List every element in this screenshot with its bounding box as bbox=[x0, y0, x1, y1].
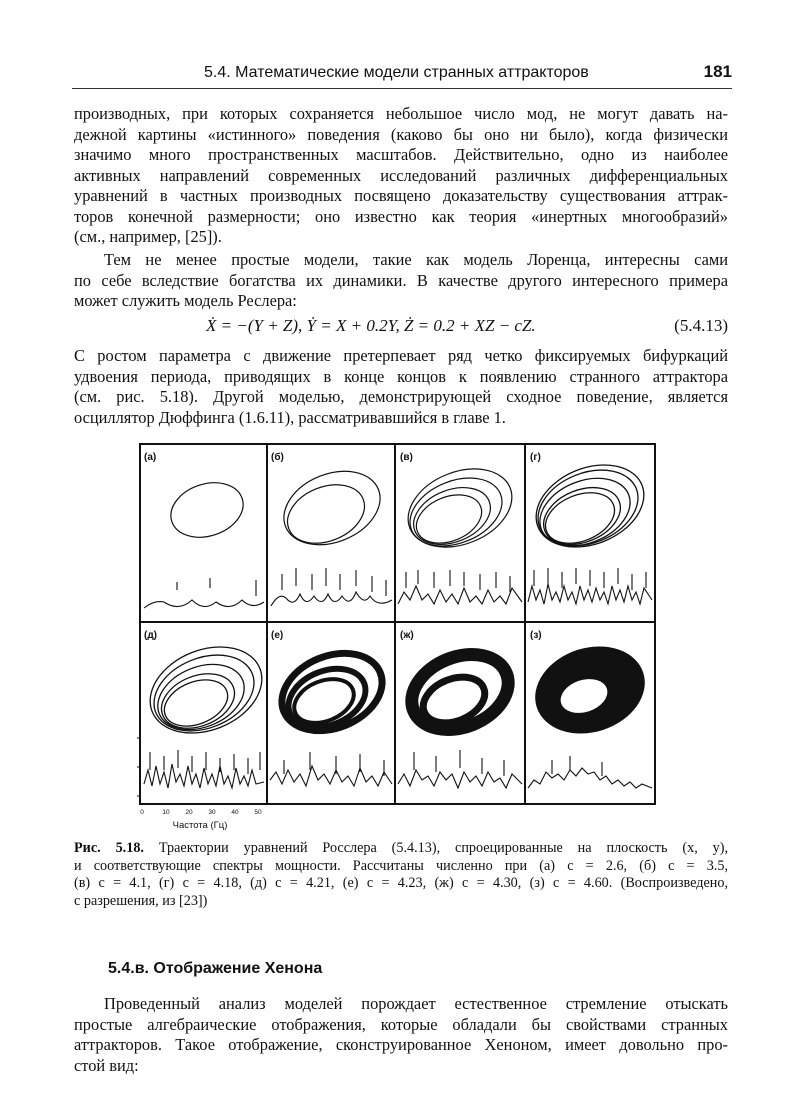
text-line: по себе вследствие богатства их динамики. В качестве другого интересного примера bbox=[74, 270, 728, 290]
x-tick: 20 bbox=[185, 809, 193, 816]
text-line: С ростом параметра c движение претерпевает ряд четко фиксируемых бифуркаций bbox=[74, 346, 728, 365]
text-line: Тем не менее простые модели, такие как модель Лоренца, интересны сами bbox=[104, 250, 728, 269]
page-number: 181 bbox=[703, 62, 732, 81]
text-line: (см. рис. 5.18). Другой моделью, демонстрирующей сходное поведение, является bbox=[74, 387, 728, 406]
caption-line: и соответствующие спектры мощности. Рассчитаны численно при (а) c = 2.6, (б) c = 3.5, bbox=[74, 857, 728, 874]
panel-label: (г) bbox=[530, 452, 541, 463]
text-line: может служить модель Реслера: bbox=[74, 291, 297, 310]
paragraph-1 bbox=[74, 104, 728, 248]
running-title: 5.4. Математические модели странных аттракторов bbox=[204, 64, 589, 81]
equation-body: Ẋ = −(Y + Z), Ẏ = X + 0.2Y, Ż = 0.2 + XZ − cZ. bbox=[206, 316, 536, 335]
panel-label: (в) bbox=[400, 452, 413, 463]
figure-5-18 bbox=[134, 440, 664, 832]
paragraph-3 bbox=[74, 346, 728, 428]
equation-number: (5.4.13) bbox=[674, 316, 728, 335]
text-line: простые алгебраические отображения, которые обладали бы свойствами странных bbox=[74, 1014, 728, 1034]
panel-label: (д) bbox=[144, 630, 158, 641]
caption-line bbox=[74, 840, 728, 858]
text-line: Проведенный анализ моделей порождает естественное стремление отыскать bbox=[104, 994, 728, 1013]
panel-label: (а) bbox=[144, 452, 157, 463]
equation-5-4-13 bbox=[74, 316, 728, 338]
x-tick: 40 bbox=[231, 809, 239, 816]
text-line: значимо много пространственных масштабов. Действительно, одно из наиболее bbox=[74, 145, 728, 164]
text-line: осциллятор Дюффинга (1.6.11), рассматривавшийся в главе 1. bbox=[74, 407, 506, 427]
text-line: аттракторов. Такое отображение, сконструированное Хеноном, имеет довольно про- bbox=[74, 1035, 728, 1054]
caption-line: (в) c = 4.1, (г) c = 4.18, (д) c = 4.21, (е) c = 4.23, (ж) c = 4.30, (з) c = 4.60. (Воспроизведено, bbox=[74, 875, 728, 891]
text-line: уравнений в частных производных посвящено доказательству существования аттрак- bbox=[74, 186, 728, 205]
panel-label: (е) bbox=[271, 630, 284, 641]
caption-label: Рис. 5.18. bbox=[74, 840, 144, 856]
section-heading: 5.4.в. Отображение Хенона bbox=[108, 960, 323, 977]
x-tick: 0 bbox=[140, 809, 144, 816]
caption-text: Траектории уравнений Росслера (5.4.13), спроецированные на плоскость (x, y), bbox=[158, 840, 729, 856]
panel-label: (ж) bbox=[400, 630, 414, 641]
x-tick: 50 bbox=[254, 809, 262, 816]
paragraph-4 bbox=[74, 994, 728, 1076]
text-line: стой вид: bbox=[74, 1055, 139, 1075]
paragraph-2 bbox=[74, 250, 728, 312]
running-header bbox=[72, 62, 732, 88]
text-line: активных направлений современных исследований различных дифференциальных bbox=[74, 165, 728, 185]
text-line: дежной картины «истинного» поведения (каково бы оно ни было), когда физически bbox=[74, 124, 728, 144]
panel-label: (б) bbox=[271, 452, 284, 463]
x-axis-label: Частота (Гц) bbox=[172, 820, 228, 831]
x-tick: 10 bbox=[162, 809, 170, 816]
header-rule bbox=[72, 88, 732, 89]
figure-caption bbox=[74, 840, 728, 910]
panel-label: (з) bbox=[530, 630, 542, 641]
text-line: торов конечной размерности; оно известно как теория «инертных многообразий» bbox=[74, 206, 728, 226]
text-line: удвоения периода, приводящих в конце концов к появлению странного аттрактора bbox=[74, 366, 728, 386]
caption-line: с разрешения, из [23]) bbox=[74, 892, 208, 909]
x-tick: 30 bbox=[208, 809, 216, 816]
text-line: (см., например, [25]). bbox=[74, 227, 222, 246]
text-line: производных, при которых сохраняется небольшое число мод, не могут давать на- bbox=[74, 104, 728, 123]
